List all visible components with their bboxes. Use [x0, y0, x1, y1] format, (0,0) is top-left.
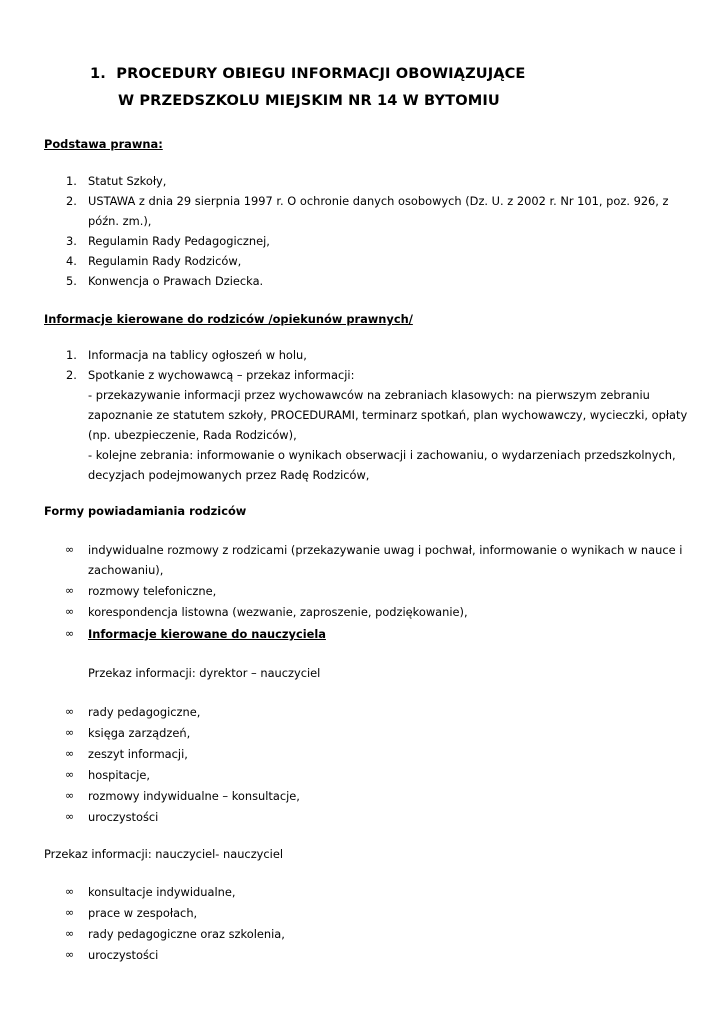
list-item: Regulamin Rady Pedagogicznej,: [88, 234, 270, 248]
list-item: zeszyt informacji,: [88, 747, 188, 761]
list-item: korespondencja listowna (wezwanie, zaproszenie, podziękowanie),: [88, 605, 468, 619]
list-number: 1.: [66, 348, 77, 362]
teacher-info-heading: Informacje kierowane do nauczyciela: [88, 627, 326, 641]
list-item: Statut Szkoły,: [88, 174, 167, 188]
list-number: 2.: [66, 368, 77, 382]
list-number: 4.: [66, 254, 77, 268]
page-title-line-1: [90, 65, 526, 82]
list-item: rozmowy telefoniczne,: [88, 584, 217, 598]
title-text-1: PROCEDURY OBIEGU INFORMACJI OBOWIĄZUJĄCE: [116, 65, 526, 82]
legal-basis-heading: Podstawa prawna:: [44, 137, 163, 151]
list-item: rady pedagogiczne,: [88, 705, 201, 719]
infinity-bullet-icon: ∞: [65, 885, 75, 898]
infinity-bullet-icon: ∞: [65, 810, 75, 823]
list-item: rozmowy indywidualne – konsultacje,: [88, 789, 300, 803]
detail-line: - kolejne zebrania: informowanie o wynikach obserwacji i zachowaniu, o wydarzeniach przedszkolnych,: [88, 448, 676, 462]
teacher-teacher-label: Przekaz informacji: nauczyciel- nauczyciel: [44, 847, 284, 861]
infinity-bullet-icon: ∞: [65, 543, 75, 556]
notify-forms-heading: Formy powiadamiania rodziców: [44, 504, 247, 518]
infinity-bullet-icon: ∞: [65, 768, 75, 781]
infinity-bullet-icon: ∞: [65, 584, 75, 597]
detail-line: (np. ubezpieczenie, Rada Rodziców),: [88, 428, 297, 442]
infinity-bullet-icon: ∞: [65, 605, 75, 618]
list-item: prace w zespołach,: [88, 906, 198, 920]
infinity-bullet-icon: ∞: [65, 705, 75, 718]
page-title-line-2: W PRZEDSZKOLU MIEJSKIM NR 14 W BYTOMIU: [118, 92, 500, 109]
list-item: księga zarządzeń,: [88, 726, 191, 740]
infinity-bullet-icon: ∞: [65, 627, 75, 640]
infinity-bullet-icon: ∞: [65, 906, 75, 919]
title-number: 1.: [90, 65, 106, 82]
infinity-bullet-icon: ∞: [65, 789, 75, 802]
infinity-bullet-icon: ∞: [65, 726, 75, 739]
list-item: Konwencja o Prawach Dziecka.: [88, 274, 264, 288]
list-item: uroczystości: [88, 948, 159, 962]
parents-info-heading: Informacje kierowane do rodziców /opiekunów prawnych/: [44, 312, 413, 326]
list-number: 2.: [66, 194, 77, 208]
list-number: 1.: [66, 174, 77, 188]
list-item: hospitacje,: [88, 768, 151, 782]
list-item: indywidualne rozmowy z rodzicami (przekazywanie uwag i pochwał, informowanie o wynikach w nauce i: [88, 543, 683, 557]
list-item: USTAWA z dnia 29 sierpnia 1997 r. O ochronie danych osobowych (Dz. U. z 2002 r. Nr 101, poz. 926, z: [88, 194, 669, 208]
detail-line: - przekazywanie informacji przez wychowawców na zebraniach klasowych: na pierwszym zebraniu: [88, 388, 650, 402]
list-item-continuation: późn. zm.),: [88, 214, 152, 228]
list-item-continuation: zachowaniu),: [88, 563, 164, 577]
detail-line: zapoznanie ze statutem szkoły, PROCEDURAMI, terminarz spotkań, plan wychowawczy, wycieczki, opłaty: [88, 408, 688, 422]
list-item: Spotkanie z wychowawcą – przekaz informacji:: [88, 368, 355, 382]
list-item: uroczystości: [88, 810, 159, 824]
list-item: Regulamin Rady Rodziców,: [88, 254, 242, 268]
detail-line: decyzjach podejmowanych przez Radę Rodziców,: [88, 468, 370, 482]
infinity-bullet-icon: ∞: [65, 948, 75, 961]
infinity-bullet-icon: ∞: [65, 747, 75, 760]
infinity-bullet-icon: ∞: [65, 927, 75, 940]
list-item: konsultacje indywidualne,: [88, 885, 236, 899]
list-item: rady pedagogiczne oraz szkolenia,: [88, 927, 285, 941]
list-number: 3.: [66, 234, 77, 248]
list-item: Informacja na tablicy ogłoszeń w holu,: [88, 348, 307, 362]
list-number: 5.: [66, 274, 77, 288]
director-teacher-label: Przekaz informacji: dyrektor – nauczyciel: [88, 666, 321, 680]
